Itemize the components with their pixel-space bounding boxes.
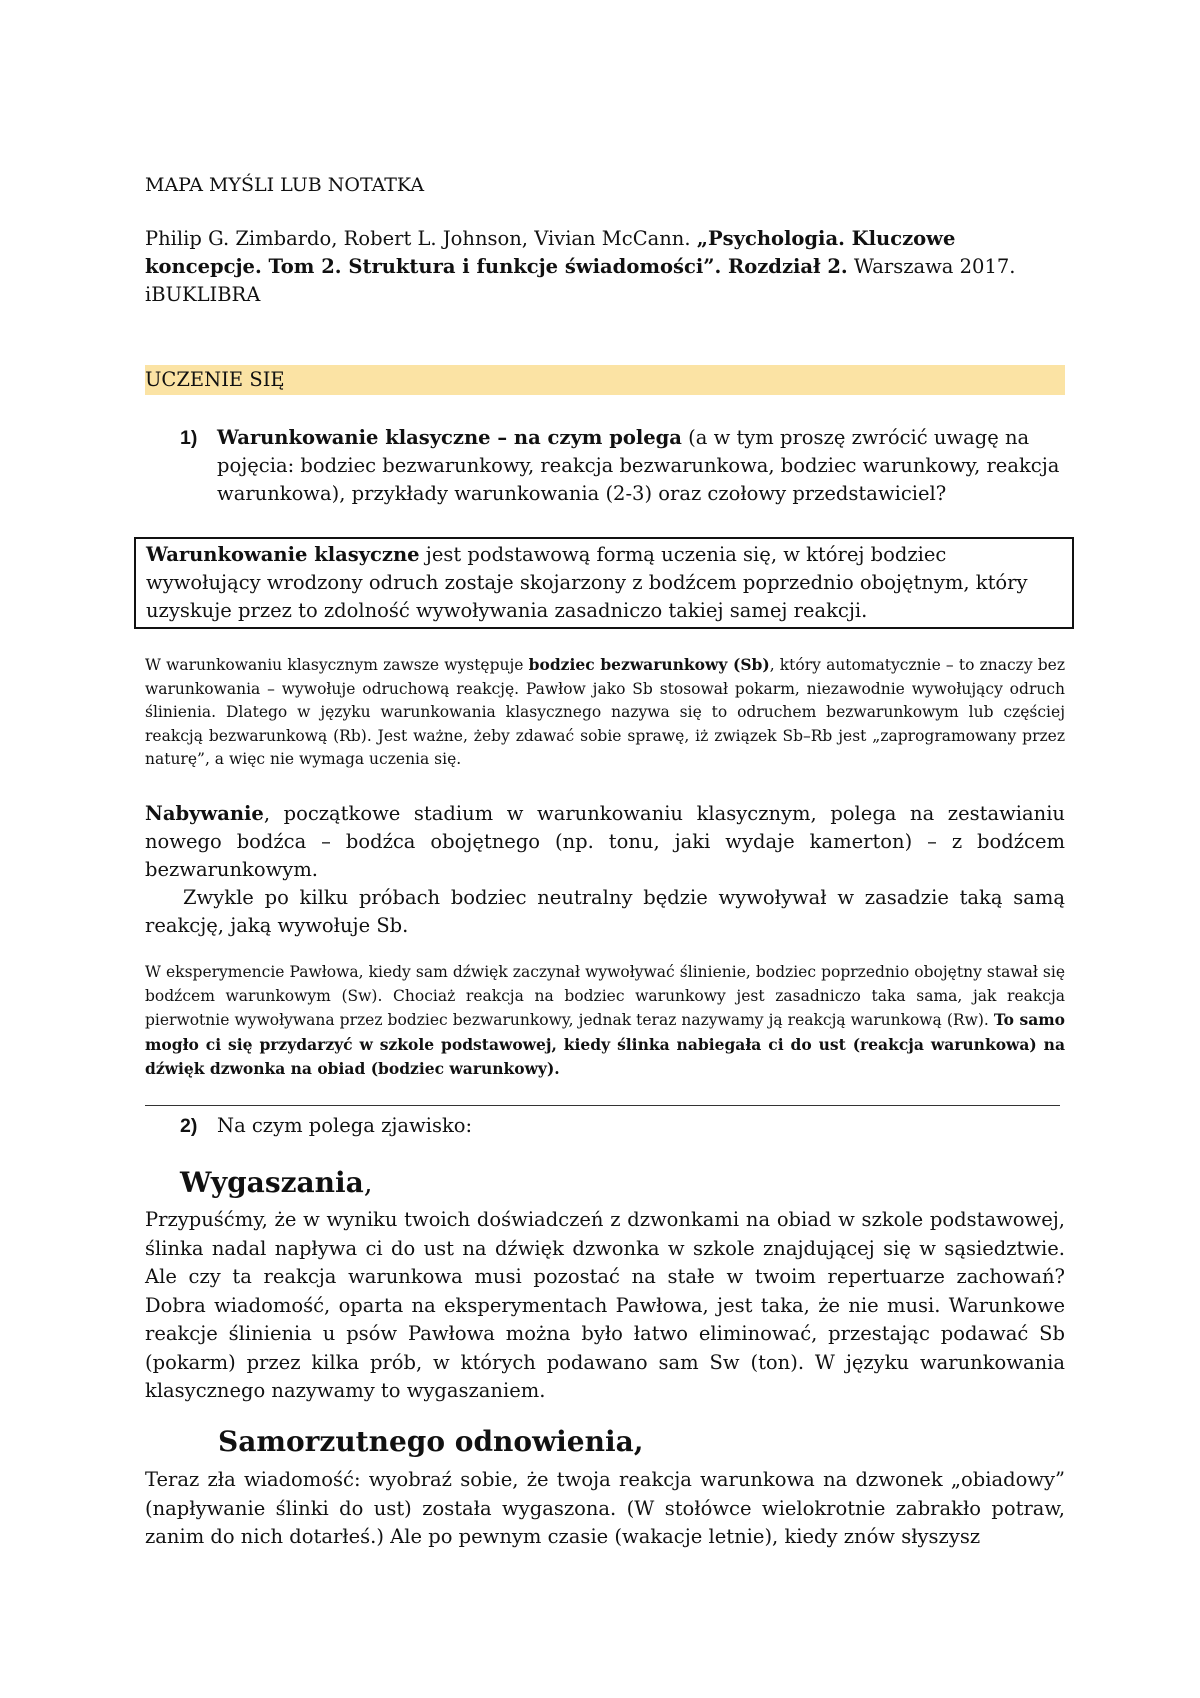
heading-spontaneous-recovery: Samorzutnego odnowienia,	[218, 1425, 644, 1458]
question-2-text: Na czym polega zjawisko:	[217, 1114, 473, 1137]
definition-box	[134, 537, 1074, 629]
heading-suffix: ,	[363, 1166, 373, 1199]
citation-authors: Philip G. Zimbardo, Robert L. Johnson, Vivian McCann.	[145, 227, 697, 250]
paragraph-line: Zwykle po kilku próbach bodziec neutralny będzie wywoływał w zasadzie taką samą reakcję, jaką wywołuje Sb.	[145, 886, 1065, 937]
paragraph-spontaneous-recovery: Teraz zła wiadomość: wyobraź sobie, że twoja reakcja warunkowa na dzwonek „obiadowy” (napływanie ślinki do ust) została wygaszona. (W stołówce wielokrotnie zabrakło potraw, zanim do nich dotarłeś.) Ale po pewnym czasie (wakacje letnie), kiedy znów słyszysz	[145, 1468, 1065, 1548]
question-2-number: 2)	[180, 1115, 198, 1137]
paragraph-extinction: Przypuśćmy, że w wyniku twoich doświadczeń z dzwonkami na obiad w szkole podstawowej, ślinka nadal napływa ci do ust na dźwięk dzwonka w szkole znajdującej się w sąsiedztwie. Ale czy ta reakcja warunkowa musi pozostać na stałe w twoim repertuarze zachowań? Dobra wiadomość, oparta na eksperymentach Pawłowa, jest taka, że nie musi. Warunkowe reakcje ślinienia u psów Pawłowa można było łatwo eliminować, przestając podawać Sb (pokarm) przez kilka prób, w których podawano sam Sw (ton). W języku warunkowania klasycznego nazywamy to wygaszaniem.	[145, 1208, 1065, 1402]
heading-extinction	[180, 1166, 373, 1199]
paragraph-bold: To samo mogło ci się przydarzyć w szkole podstawowej, kiedy ślinka nabiegała ci do ust (reakcja warunkowa) na dźwięk dzwonka na obiad (bodziec warunkowy).	[145, 1010, 1066, 1078]
paragraph-bold: bodziec bezwarunkowy (Sb)	[528, 655, 770, 674]
section-header: UCZENIE SIĘ	[145, 365, 1065, 395]
question-2	[145, 1112, 1065, 1140]
question-1-bold: Warunkowanie klasyczne – na czym polega	[217, 426, 682, 449]
paragraph-text: W warunkowaniu klasycznym zawsze występuje	[145, 656, 529, 674]
paragraph-text: , początkowe stadium w warunkowaniu klasycznym, polega na zestawianiu nowego bodźca – bodźca obojętnego (np. tonu, jaki wydaje kamerton) – z bodźcem bezwarunkowym.	[145, 802, 1065, 881]
citation	[145, 225, 1075, 309]
paragraph-unconditioned-stimulus	[145, 653, 1065, 772]
question-1-text	[217, 424, 1065, 508]
citation-book: „Psychologia. Kluczowe koncepcje. Tom 2. Struktura i funkcje świadomości”. Rozdział 2.	[145, 227, 956, 278]
question-1-number: 1)	[180, 427, 198, 449]
paragraph-text: W eksperymencie Pawłowa, kiedy sam dźwięk zaczynał wywoływać ślinienie, bodziec poprzednio obojętny stawał się bodźcem warunkowym (Sw). Chociaż reakcja na bodziec warunkowy jest zasadniczo taka sama, jak reakcja pierwotnie wywoływana przez bodziec bezwarunkowy, jednak teraz nazywamy ją reakcją warunkową (Rw).	[145, 963, 1065, 1029]
document-title: MAPA MYŚLI LUB NOTATKA	[145, 174, 425, 196]
horizontal-divider	[145, 1105, 1060, 1106]
paragraph-text: , który automatycznie – to znaczy bez warunkowania – wywołuje odruchową reakcję. Pawłow jako Sb stosował pokarm, niezawodnie wywołujący odruch ślinienia. Dlatego w języku warunkowania klasycznego nazywa się to odruchem bezwarunkowym lub częściej reakcją bezwarunkową (Rb). Jest ważne, żeby zdawać sobie sprawę, iż związek Sb–Rb jest „zaprogramowany przez naturę”, a więc nie wymaga uczenia się.	[145, 656, 1066, 768]
citation-rest: Warszawa 2017. iBUKLIBRA	[145, 255, 1016, 306]
paragraph-pavlov-experiment	[145, 961, 1065, 1082]
question-1	[145, 424, 1065, 508]
heading-text: Wygaszania	[180, 1166, 364, 1199]
definition-text: jest podstawową formą uczenia się, w której bodziec wywołujący wrodzony odruch zostaje skojarzony z bodźcem poprzednio obojętnym, który uzyskuje przez to zdolność wywoływania zasadniczo takiej samej reakcji.	[146, 543, 1028, 622]
paragraph-acquisition	[145, 800, 1065, 940]
paragraph-bold: Nabywanie	[145, 802, 264, 825]
definition-term: Warunkowanie klasyczne	[146, 543, 420, 566]
question-1-rest: (a w tym proszę zwrócić uwagę na pojęcia: bodziec bezwarunkowy, reakcja bezwarunkowa, bodziec warunkowy, reakcja warunkowa), przykłady warunkowania (2-3) oraz czołowy przedstawiciel?	[217, 426, 1060, 505]
paragraph-line	[145, 800, 1065, 884]
